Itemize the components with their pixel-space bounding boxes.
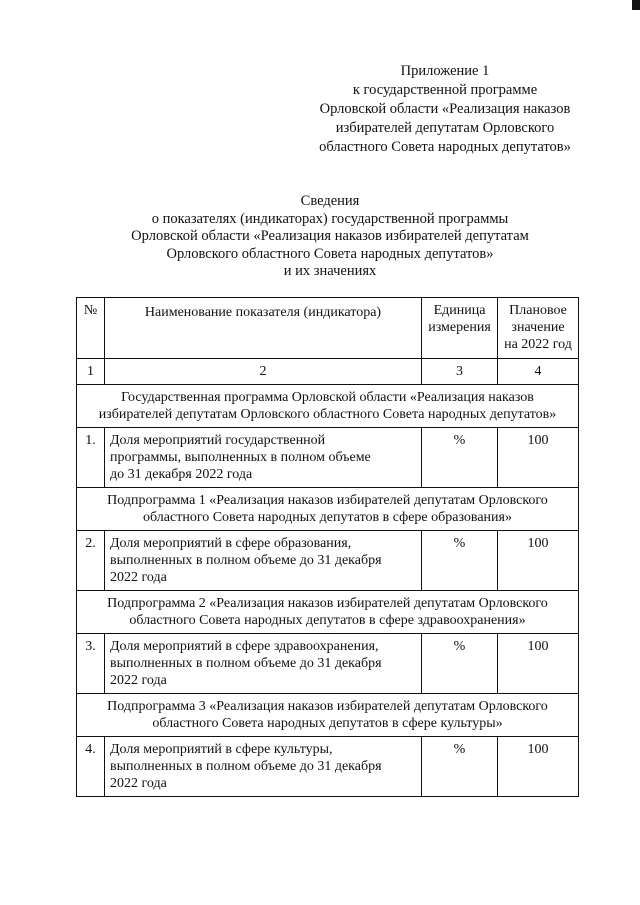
subprogram-title-cell: [77, 591, 579, 634]
column-number-cell: 1: [77, 359, 105, 385]
table-row: [77, 428, 579, 488]
column-number-cell: 3: [422, 359, 498, 385]
row-unit-cell: %: [422, 428, 498, 488]
appendix-line: к государственной программе: [352, 82, 538, 98]
row-value-cell: 100: [498, 531, 579, 591]
row-name-cell: [105, 737, 422, 797]
subprogram-title-line: Подпрограмма 3 «Реализация наказов избирателей депутатам Орловского: [107, 699, 548, 714]
row-name-cell: [105, 634, 422, 694]
row-unit-cell: %: [422, 531, 498, 591]
row-name-line: выполненных в полном объеме до 31 декабря: [110, 553, 382, 568]
header-unit-line: измерения: [428, 320, 491, 335]
subprogram-title-line: областного Совета народных депутатов в сфере образования»: [143, 510, 512, 525]
heading-line: Орловской области «Реализация наказов избирателей депутатам: [131, 228, 529, 244]
document-heading: [70, 193, 590, 281]
heading-line: Сведения: [300, 193, 360, 209]
subprogram-title-cell: [77, 488, 579, 531]
indicators-table: [76, 297, 579, 797]
header-number-cell: №: [77, 298, 105, 359]
row-name-line: Доля мероприятий в сфере образования,: [110, 536, 352, 551]
row-value-cell: 100: [498, 634, 579, 694]
table-row: [77, 737, 579, 797]
appendix-line: Орловской области «Реализация наказов: [319, 101, 571, 117]
scan-corner-mark: [632, 0, 640, 10]
table-header-row: [77, 298, 579, 359]
row-name-line: Доля мероприятий в сфере культуры,: [110, 742, 333, 757]
row-name-line: программы, выполненных в полном объеме: [110, 450, 371, 465]
row-name-line: 2022 года: [110, 776, 167, 791]
row-name-cell: [105, 428, 422, 488]
table-row: [77, 531, 579, 591]
row-number-cell: 3.: [77, 634, 105, 694]
heading-line: о показателях (индикаторах) государственной программы: [151, 210, 509, 227]
subprogram-title-line: областного Совета народных депутатов в сфере здравоохранения»: [129, 613, 526, 628]
subprogram-title-row: [77, 694, 579, 737]
appendix-note: [300, 62, 590, 157]
row-name-cell: [105, 531, 422, 591]
row-name-line: Доля мероприятий в сфере здравоохранения,: [110, 639, 379, 654]
heading-line: и их значениях: [283, 263, 377, 279]
subprogram-title-cell: [77, 694, 579, 737]
row-number-cell: 4.: [77, 737, 105, 797]
heading-line: Орловского областного Совета народных депутатов»: [166, 245, 494, 262]
program-title-cell: [77, 385, 579, 428]
appendix-line: областного Совета народных депутатов»: [319, 139, 571, 155]
row-name-line: до 31 декабря 2022 года: [110, 467, 253, 482]
program-title-line: избирателей депутатам Орловского областного Совета народных депутатов»: [98, 407, 557, 422]
column-number-row: [77, 359, 579, 385]
row-name-line: выполненных в полном объеме до 31 декабря: [110, 759, 382, 774]
header-plan-line: значение: [511, 320, 565, 335]
row-name-line: 2022 года: [110, 673, 167, 688]
row-unit-cell: %: [422, 634, 498, 694]
header-unit-line: Единица: [433, 303, 486, 318]
row-name-line: выполненных в полном объеме до 31 декабря: [110, 656, 382, 671]
row-name-line: 2022 года: [110, 570, 167, 585]
row-value-cell: 100: [498, 428, 579, 488]
header-plan-line: Плановое: [509, 303, 567, 318]
subprogram-title-line: Подпрограмма 2 «Реализация наказов избирателей депутатам Орловского: [107, 596, 548, 611]
row-number-cell: 2.: [77, 531, 105, 591]
header-plan-cell: [498, 298, 579, 359]
appendix-line: избирателей депутатам Орловского: [335, 120, 555, 136]
column-number-cell: 4: [498, 359, 579, 385]
subprogram-title-row: [77, 488, 579, 531]
header-unit-cell: [422, 298, 498, 359]
subprogram-title-row: [77, 591, 579, 634]
subprogram-title-line: Подпрограмма 1 «Реализация наказов избирателей депутатам Орловского: [107, 493, 548, 508]
appendix-line: Приложение 1: [400, 63, 490, 79]
row-value-cell: 100: [498, 737, 579, 797]
table-row: [77, 634, 579, 694]
subprogram-title-line: областного Совета народных депутатов в сфере культуры»: [152, 716, 503, 731]
row-name-line: Доля мероприятий государственной: [110, 433, 326, 448]
program-title-row: [77, 385, 579, 428]
program-title-line: Государственная программа Орловской области «Реализация наказов: [121, 390, 534, 405]
row-unit-cell: %: [422, 737, 498, 797]
row-number-cell: 1.: [77, 428, 105, 488]
header-name-cell: Наименование показателя (индикатора): [105, 298, 422, 359]
column-number-cell: 2: [105, 359, 422, 385]
header-plan-line: на 2022 год: [504, 337, 572, 352]
